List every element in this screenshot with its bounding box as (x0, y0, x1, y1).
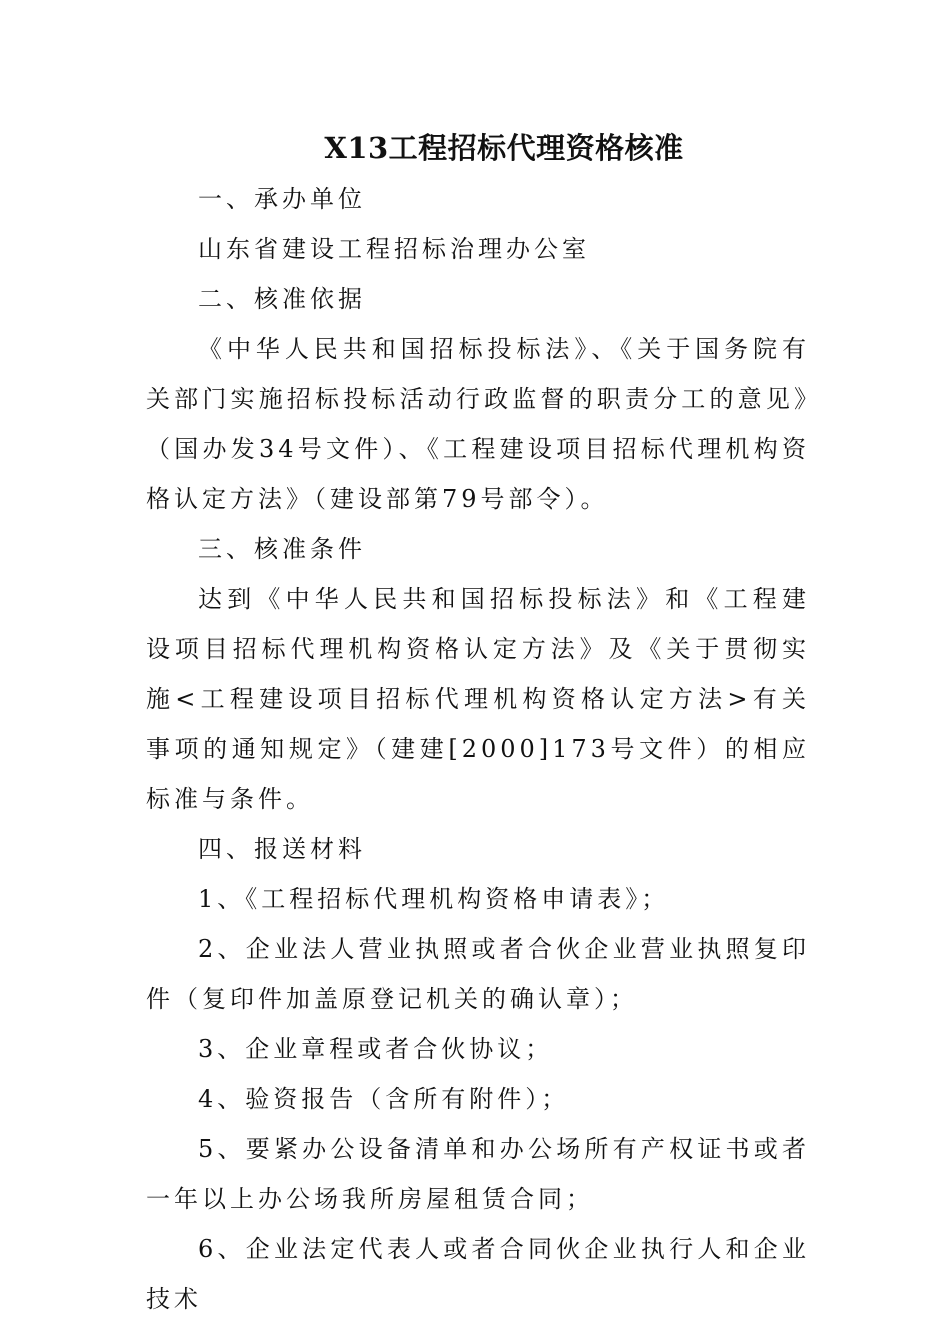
section-heading-conditions: 三、核准条件 (198, 535, 366, 563)
organizer-name: 山东省建设工程招标治理办公室 (198, 235, 590, 263)
material-item-5: 5、要紧办公设备清单和办公场所有产权证书或者一年以上办公场我所房屋租赁合同； (146, 1135, 810, 1213)
document-body (146, 174, 810, 1324)
section-heading-materials: 四、报送材料 (198, 835, 366, 863)
section-heading-basis: 二、核准依据 (198, 285, 366, 313)
conditions-paragraph: 达到《中华人民共和国招标投标法》和《工程建设项目招标代理机构资格认定方法》及《关于贯彻实施<工程建设项目招标代理机构资格认定方法>有关事项的通知规定》（建建[2000]173号文件）的相应标准与条件。 (146, 585, 810, 813)
material-item-6: 6、企业法定代表人或者合同伙企业执行人和企业技术 (146, 1235, 810, 1313)
material-item-3: 3、企业章程或者合伙协议； (198, 1035, 554, 1063)
material-item-1: 1、《工程招标代理机构资格申请表》； (198, 885, 670, 913)
basis-paragraph: 《中华人民共和国招标投标法》、《关于国务院有关部门实施招标投标活动行政监督的职责分工的意见》（国办发34号文件）、《工程建设项目招标代理机构资格认定方法》（建设部第79号部令）。 (146, 335, 810, 513)
material-item-2: 2、企业法人营业执照或者合伙企业营业执照复印件（复印件加盖原登记机关的确认章）； (146, 935, 810, 1013)
section-heading-organizer: 一、承办单位 (198, 185, 366, 213)
material-item-4: 4、验资报告（含所有附件）； (198, 1085, 570, 1113)
document-title: X13工程招标代理资格核准 (324, 131, 684, 165)
